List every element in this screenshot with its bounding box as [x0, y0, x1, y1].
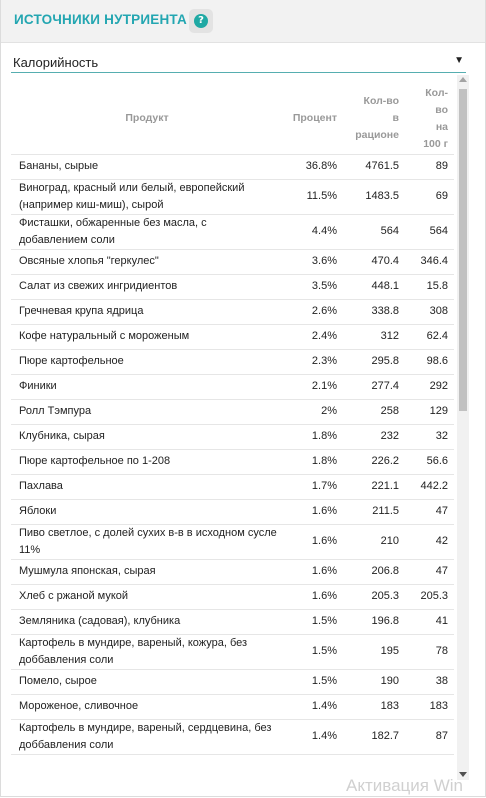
product-name-cell: Земляника (садовая), клубника	[11, 609, 283, 634]
panel-header	[1, 0, 485, 43]
amount-cell: 206.8	[343, 559, 405, 584]
per100g-cell: 41	[405, 609, 454, 634]
amount-cell: 312	[343, 324, 405, 349]
column-header-per100g[interactable]: Кол- во на 100 г	[405, 84, 454, 154]
table-row	[11, 559, 454, 584]
nutrient-select-value: Калорийность	[13, 55, 99, 70]
scrollbar-thumb[interactable]	[459, 89, 467, 411]
product-name-cell: Салат из свежих ингридиентов	[11, 274, 283, 299]
amount-cell: 182.7	[343, 719, 405, 754]
table-row	[11, 499, 454, 524]
product-name-cell: Клубника, сырая	[11, 424, 283, 449]
percent-cell: 1.4%	[283, 719, 343, 754]
table-row	[11, 449, 454, 474]
nutrient-select[interactable]	[11, 54, 466, 73]
table-row	[11, 299, 454, 324]
product-name-cell: Помело, сырое	[11, 669, 283, 694]
percent-cell: 1.6%	[283, 584, 343, 609]
per100g-cell: 62.4	[405, 324, 454, 349]
per100g-cell: 38	[405, 669, 454, 694]
per100g-cell: 346.4	[405, 249, 454, 274]
table-header-row	[11, 84, 454, 154]
percent-cell: 36.8%	[283, 154, 343, 179]
per100g-cell: 78	[405, 634, 454, 669]
per100g-cell: 98.6	[405, 349, 454, 374]
per100g-cell: 87	[405, 719, 454, 754]
product-name-cell: Пюре картофельное по 1-208	[11, 449, 283, 474]
table-row	[11, 374, 454, 399]
per100g-cell: 15.8	[405, 274, 454, 299]
percent-cell: 2.1%	[283, 374, 343, 399]
product-name-cell: Пюре картофельное	[11, 349, 283, 374]
help-button[interactable]	[189, 9, 213, 33]
sources-table-container	[11, 84, 454, 755]
percent-cell: 1.7%	[283, 474, 343, 499]
percent-cell: 1.8%	[283, 449, 343, 474]
product-name-cell: Виноград, красный или белый, европейский (например киш-миш), сырой	[11, 179, 283, 214]
amount-cell: 183	[343, 694, 405, 719]
percent-cell: 3.6%	[283, 249, 343, 274]
amount-cell: 448.1	[343, 274, 405, 299]
product-name-cell: Ролл Тэмпура	[11, 399, 283, 424]
amount-cell: 232	[343, 424, 405, 449]
per100g-cell: 47	[405, 559, 454, 584]
product-name-cell: Пиво светлое, с долей сухих в-в в исходном сусле 11%	[11, 524, 283, 559]
percent-cell: 1.6%	[283, 499, 343, 524]
percent-cell: 2.4%	[283, 324, 343, 349]
amount-cell: 190	[343, 669, 405, 694]
amount-cell: 338.8	[343, 299, 405, 324]
table-row	[11, 349, 454, 374]
table-row	[11, 424, 454, 449]
scroll-up-arrow-icon[interactable]	[459, 77, 467, 82]
percent-cell: 1.6%	[283, 559, 343, 584]
table-row	[11, 214, 454, 249]
table-row	[11, 584, 454, 609]
table-row	[11, 719, 454, 754]
amount-cell: 195	[343, 634, 405, 669]
percent-cell: 2%	[283, 399, 343, 424]
per100g-cell: 47	[405, 499, 454, 524]
table-row	[11, 249, 454, 274]
product-name-cell: Кофе натуральный с мороженым	[11, 324, 283, 349]
table-row	[11, 609, 454, 634]
amount-cell: 470.4	[343, 249, 405, 274]
product-name-cell: Овсяные хлопья "геркулес"	[11, 249, 283, 274]
per100g-cell: 442.2	[405, 474, 454, 499]
per100g-cell: 129	[405, 399, 454, 424]
percent-cell: 11.5%	[283, 179, 343, 214]
amount-cell: 221.1	[343, 474, 405, 499]
percent-cell: 1.4%	[283, 694, 343, 719]
amount-cell: 564	[343, 214, 405, 249]
percent-cell: 1.6%	[283, 524, 343, 559]
amount-cell: 277.4	[343, 374, 405, 399]
percent-cell: 2.3%	[283, 349, 343, 374]
percent-cell: 4.4%	[283, 214, 343, 249]
table-row	[11, 694, 454, 719]
per100g-cell: 69	[405, 179, 454, 214]
table-row	[11, 524, 454, 559]
product-name-cell: Картофель в мундире, вареный, кожура, без доббавления соли	[11, 634, 283, 669]
amount-cell: 1483.5	[343, 179, 405, 214]
per100g-cell: 564	[405, 214, 454, 249]
panel-title: ИСТОЧНИКИ НУТРИЕНТА	[14, 12, 187, 27]
question-circle-icon: ?	[194, 14, 208, 28]
percent-cell: 2.6%	[283, 299, 343, 324]
scrollbar[interactable]	[457, 75, 469, 780]
amount-cell: 4761.5	[343, 154, 405, 179]
column-header-percent[interactable]: Процент	[283, 84, 343, 154]
percent-cell: 1.8%	[283, 424, 343, 449]
per100g-cell: 292	[405, 374, 454, 399]
per100g-cell: 205.3	[405, 584, 454, 609]
percent-cell: 3.5%	[283, 274, 343, 299]
per100g-cell: 308	[405, 299, 454, 324]
table-row	[11, 634, 454, 669]
amount-cell: 210	[343, 524, 405, 559]
table-row	[11, 274, 454, 299]
percent-cell: 1.5%	[283, 609, 343, 634]
table-row	[11, 179, 454, 214]
sources-table	[11, 84, 454, 755]
amount-cell: 226.2	[343, 449, 405, 474]
table-row	[11, 399, 454, 424]
product-name-cell: Мушмула японская, сырая	[11, 559, 283, 584]
product-name-cell: Картофель в мундире, вареный, сердцевина, без доббавления соли	[11, 719, 283, 754]
per100g-cell: 89	[405, 154, 454, 179]
per100g-cell: 56.6	[405, 449, 454, 474]
amount-cell: 205.3	[343, 584, 405, 609]
product-name-cell: Мороженое, сливочное	[11, 694, 283, 719]
windows-activation-watermark: Активация Win	[346, 776, 463, 795]
amount-cell: 211.5	[343, 499, 405, 524]
per100g-cell: 42	[405, 524, 454, 559]
product-name-cell: Финики	[11, 374, 283, 399]
product-name-cell: Яблоки	[11, 499, 283, 524]
column-header-amount[interactable]: Кол-во в рационе	[343, 84, 405, 154]
per100g-cell: 32	[405, 424, 454, 449]
table-row	[11, 324, 454, 349]
product-name-cell: Гречневая крупа ядрица	[11, 299, 283, 324]
table-row	[11, 154, 454, 179]
column-header-product[interactable]: Продукт	[11, 84, 283, 154]
table-row	[11, 669, 454, 694]
product-name-cell: Бананы, сырые	[11, 154, 283, 179]
amount-cell: 295.8	[343, 349, 405, 374]
percent-cell: 1.5%	[283, 634, 343, 669]
percent-cell: 1.5%	[283, 669, 343, 694]
per100g-cell: 183	[405, 694, 454, 719]
amount-cell: 258	[343, 399, 405, 424]
dropdown-arrow-icon: ▼	[454, 55, 464, 66]
table-body	[11, 154, 454, 754]
product-name-cell: Пахлава	[11, 474, 283, 499]
table-row	[11, 474, 454, 499]
product-name-cell: Хлеб с ржаной мукой	[11, 584, 283, 609]
amount-cell: 196.8	[343, 609, 405, 634]
product-name-cell: Фисташки, обжаренные без масла, с добавлением соли	[11, 214, 283, 249]
